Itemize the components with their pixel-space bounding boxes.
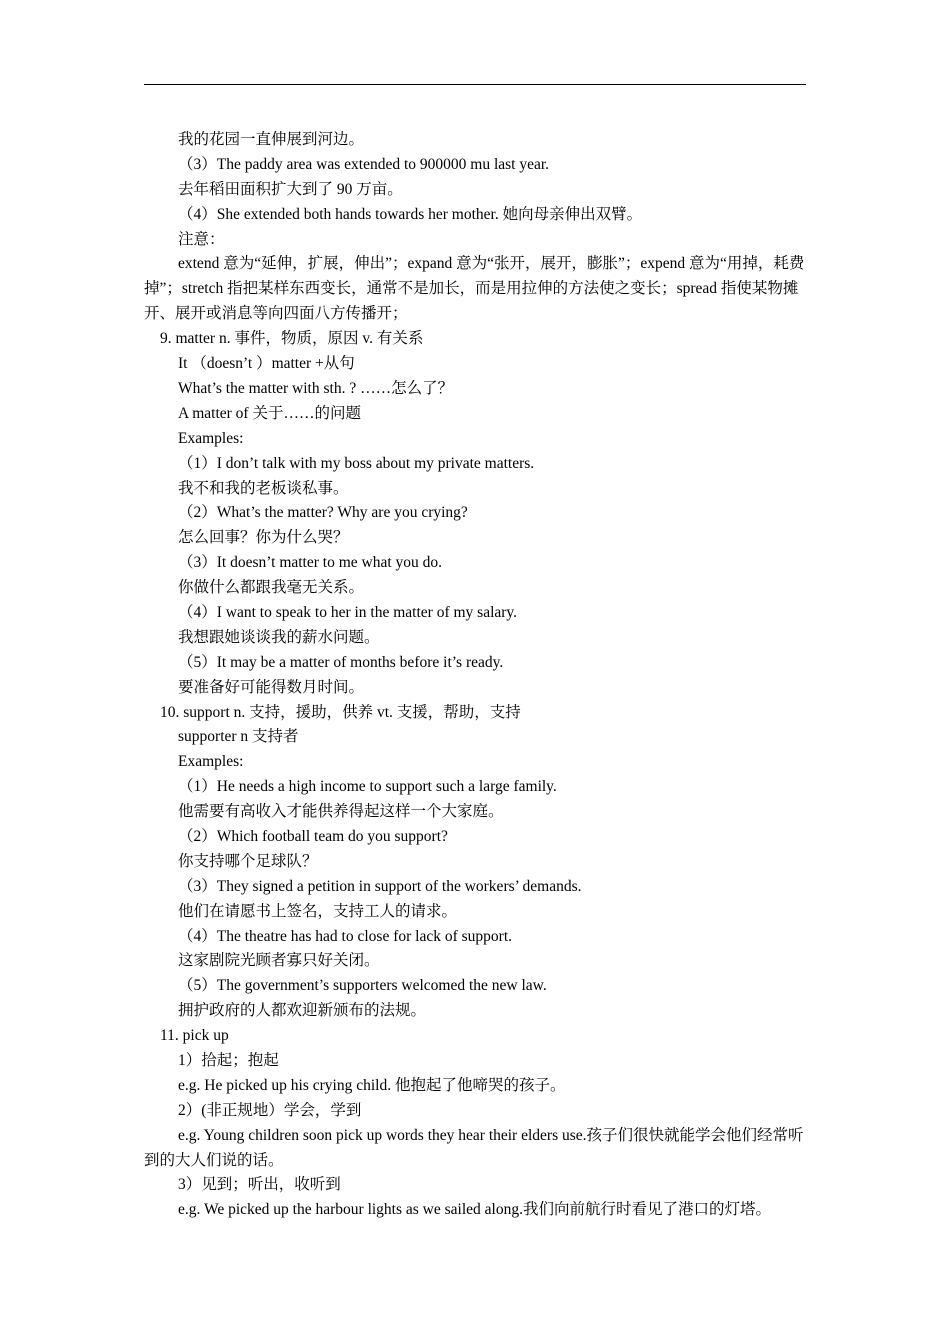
text-line: e.g. We picked up the harbour lights as we sailed along.我们向前航行时看见了港口的灯塔。 — [178, 1201, 771, 1219]
text-line: 我的花园一直伸展到河边。 — [178, 131, 365, 148]
text-line: （1）He needs a high income to support such a large family. — [178, 778, 557, 796]
text-paragraph: extend 意为“延伸，扩展，伸出”；expand 意为“张开，展开，膨胀”；expend 意为“用掉，耗费掉”；stretch 指把某样东西变长，通常不是加长，而是用拉伸的方法使之变长；spread 指使某物摊开、展开或消息等向四面八方传播开； — [144, 255, 805, 323]
text-line: 要准备好可能得数月时间。 — [178, 678, 365, 696]
text-line: （4）I want to speak to her in the matter of my salary. — [178, 603, 518, 621]
section-heading: 11. pick up — [160, 1027, 229, 1045]
text-line: A matter of 关于……的问题 — [178, 404, 361, 422]
text-line: 怎么回事？你为什么哭？ — [178, 529, 349, 547]
text-line: 1）拾起；抱起 — [178, 1052, 279, 1069]
text-line: 你支持哪个足球队？ — [178, 852, 318, 870]
text-line: 我不和我的老板谈私事。 — [178, 479, 349, 497]
text-line: 去年稻田面积扩大到了 90 万亩。 — [178, 180, 403, 198]
text-line: 你做什么都跟我毫无关系。 — [178, 579, 365, 597]
text-line: What’s the matter with sth. ? ……怎么了？ — [178, 379, 454, 397]
section-heading: 9. matter n. 事件，物质，原因 v. 有关系 — [160, 330, 424, 348]
text-line: 注意： — [178, 230, 225, 248]
text-line: （2）What’s the matter? Why are you crying? — [178, 504, 468, 522]
text-line: （1）I don’t talk with my boss about my private matters. — [178, 454, 535, 472]
text-line: 我想跟她谈谈我的薪水问题。 — [178, 628, 380, 646]
text-line: （3）The paddy area was extended to 900000 mu last year. — [178, 155, 550, 173]
text-line: 拥护政府的人都欢迎新颁布的法规。 — [178, 1002, 427, 1020]
text-line: 他们在请愿书上签名，支持工人的请求。 — [178, 902, 458, 920]
text-line: （3）It doesn’t matter to me what you do. — [178, 554, 443, 572]
text-line: 他需要有高收入才能供养得起这样一个大家庭。 — [178, 803, 504, 821]
text-line: supporter n 支持者 — [178, 728, 299, 746]
text-line: （3）They signed a petition in support of the workers’ demands. — [178, 877, 582, 895]
text-line: （4）The theatre has had to close for lack of support. — [178, 927, 513, 945]
text-line: （5）It may be a matter of months before it’s ready. — [178, 653, 504, 671]
text-line: Examples: — [178, 753, 244, 771]
text-line: 3）见到；听出，收听到 — [178, 1176, 341, 1194]
text-line: It （doesn’t ）matter +从句 — [178, 355, 355, 373]
text-line: Examples: — [178, 429, 244, 447]
text-paragraph: e.g. Young children soon pick up words they hear their elders use.孩子们很快就能学会他们经常听到的大人们说的话。 — [144, 1126, 804, 1169]
text-line: （2）Which football team do you support? — [178, 827, 448, 845]
text-line: 2）(非正规地）学会，学到 — [178, 1101, 362, 1119]
text-line: （4）She extended both hands towards her mother. 她向母亲伸出双臂。 — [178, 205, 643, 223]
header-rule — [144, 84, 806, 85]
text-line: （5）The government’s supporters welcomed the new law. — [178, 977, 547, 995]
text-line: e.g. He picked up his crying child. 他抱起了他啼哭的孩子。 — [178, 1076, 566, 1094]
text-line: 这家剧院光顾者寡只好关闭。 — [178, 952, 380, 970]
document-body — [144, 128, 814, 1223]
section-heading: 10. support n. 支持，援助，供养 vt. 支援，帮助，支持 — [160, 703, 521, 721]
